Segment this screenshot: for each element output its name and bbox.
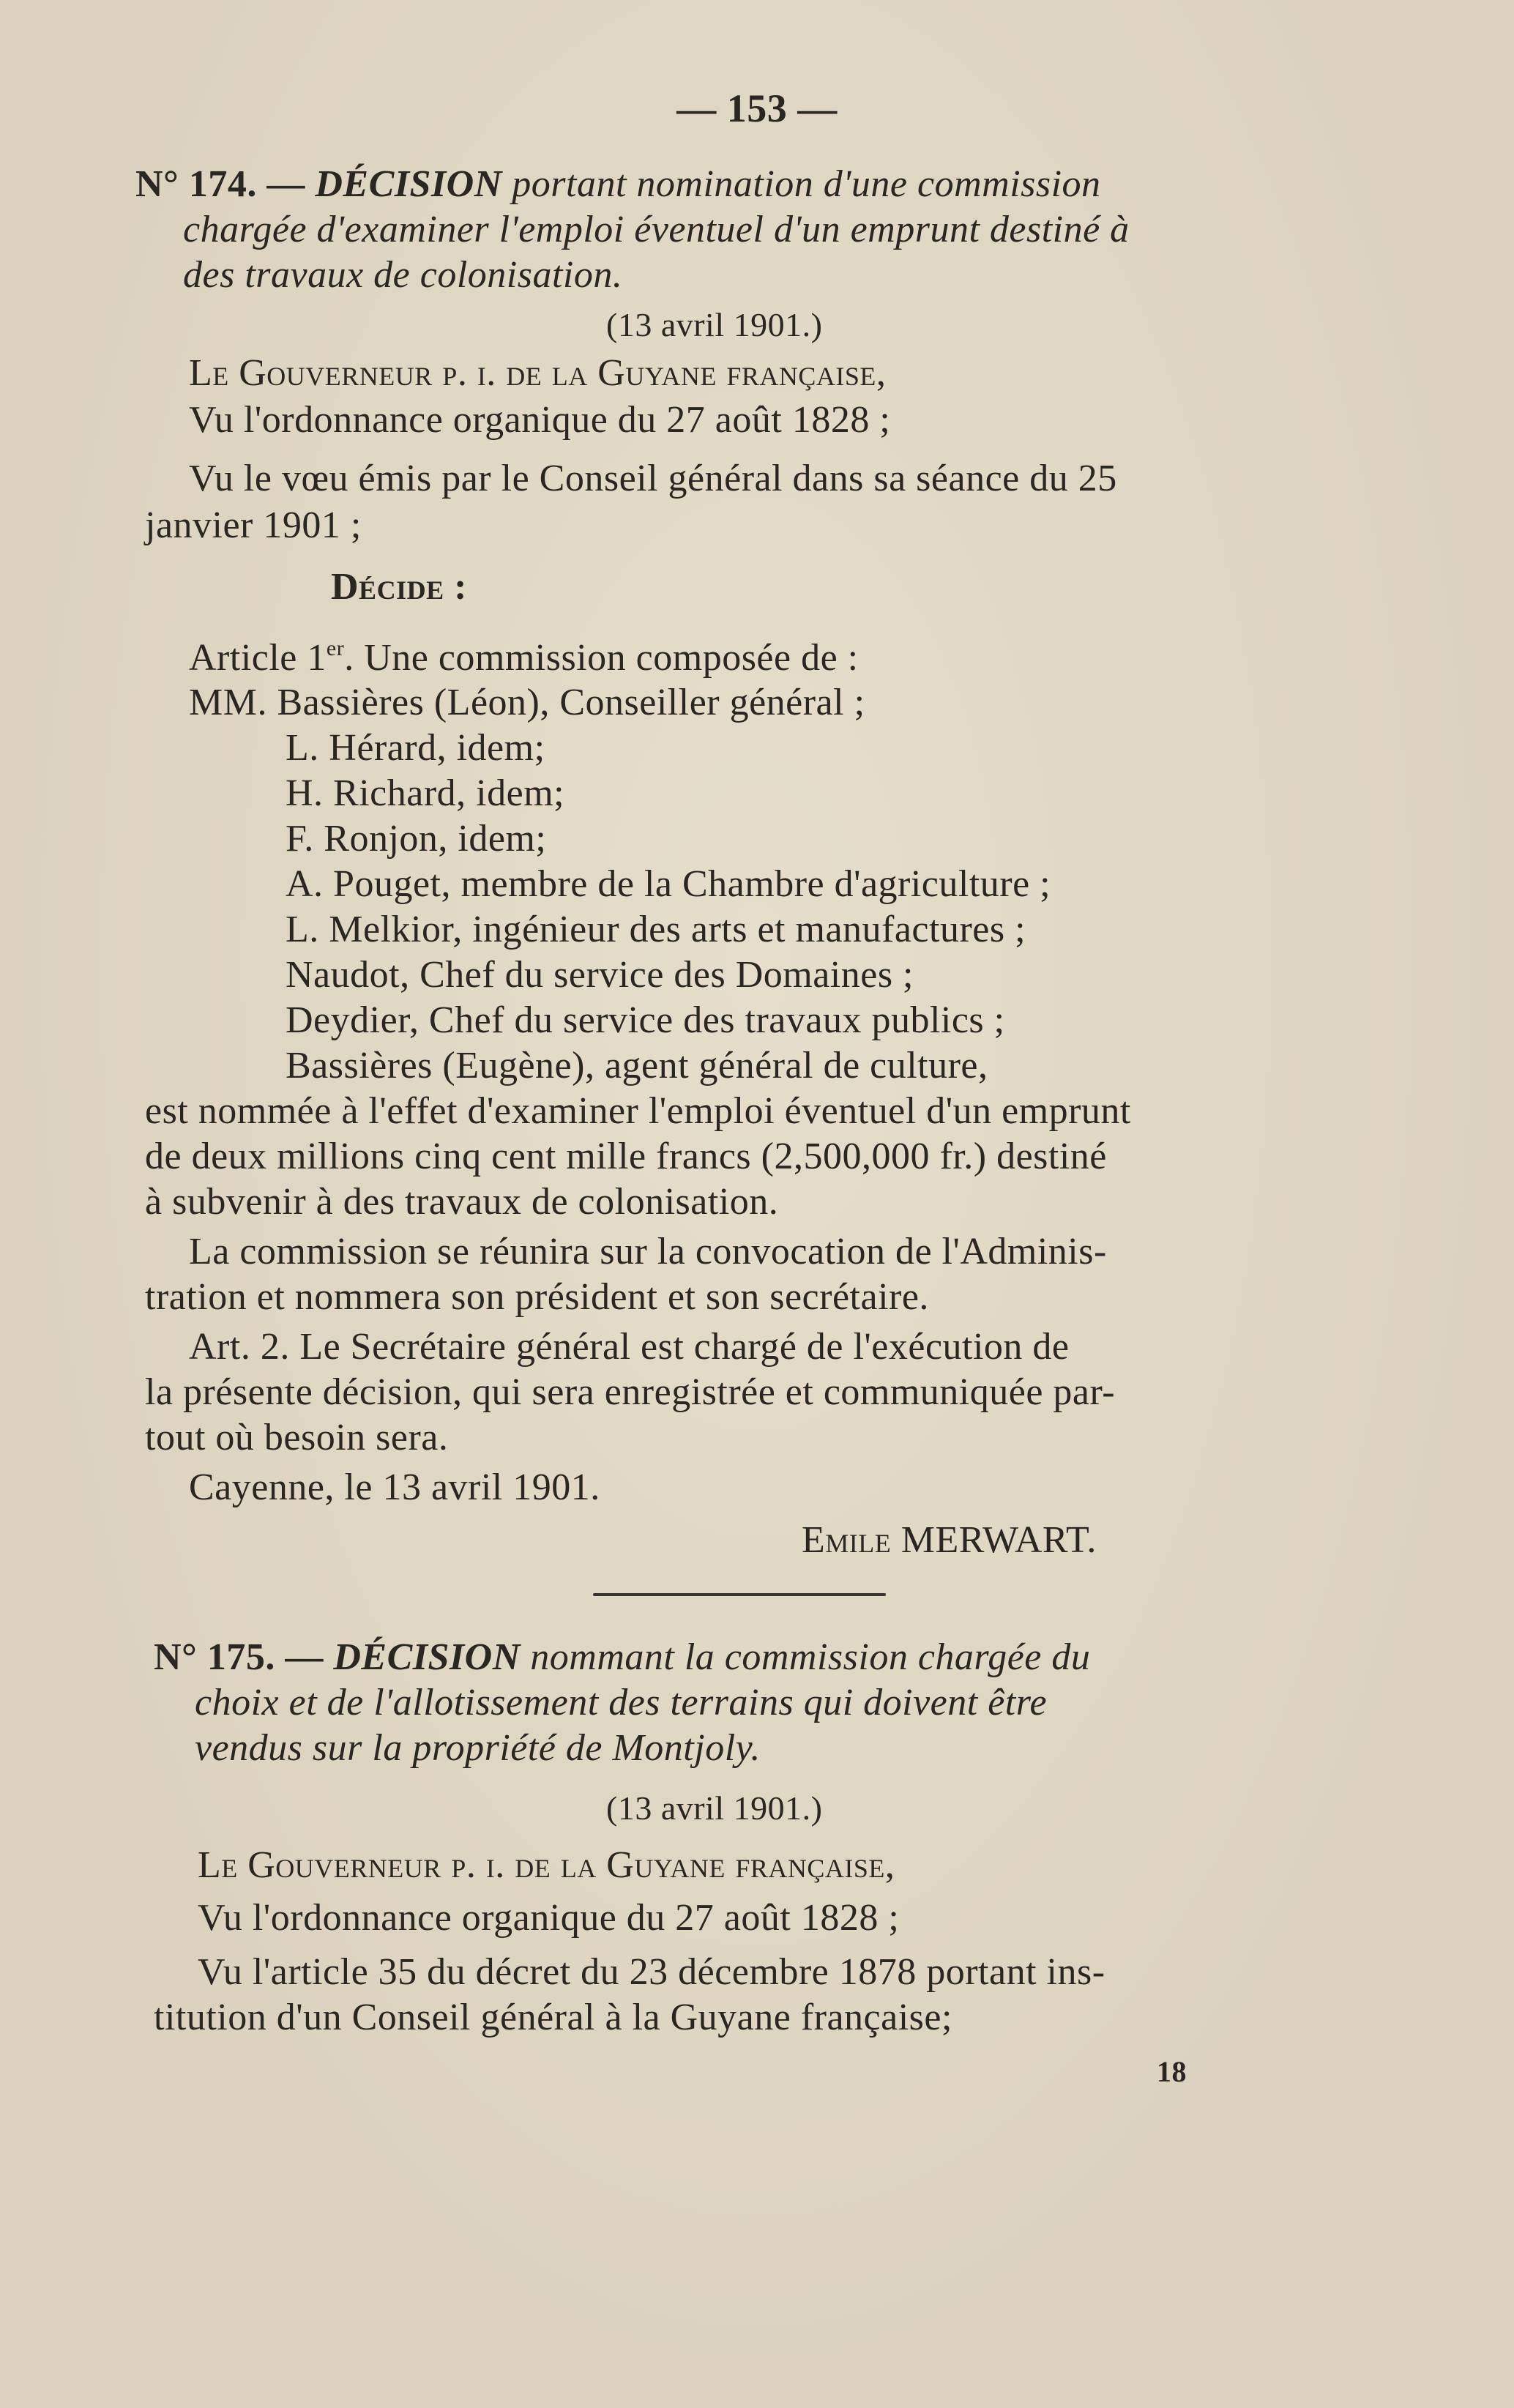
decision-175-vu-2b: titution d'un Conseil général à la Guyane française; — [154, 1997, 952, 2038]
decision-174-body-1: est nommée à l'effet d'examiner l'emploi éventuel d'un emprunt — [145, 1090, 1131, 1132]
decision-174-heading-line-1 — [135, 163, 1101, 206]
article-1-sup: er — [326, 636, 345, 660]
decision-174-art2-2: la présente décision, qui sera enregistrée et communiquée par- — [145, 1371, 1116, 1413]
decision-174-number: N° 174. — — [135, 163, 305, 205]
decision-175-gouverneur: Le Gouverneur p. i. de la Guyane française, — [198, 1844, 895, 1886]
member-line: H. Richard, idem; — [286, 772, 565, 814]
member-line: Bassières (Eugène), agent général de culture, — [286, 1045, 988, 1086]
signature-mark: 18 — [1157, 2055, 1187, 2088]
decision-174-article-1 — [189, 627, 859, 680]
decision-174-gouverneur: Le Gouverneur p. i. de la Guyane française, — [189, 352, 887, 394]
decision-174-body-3: à subvenir à des travaux de colonisation. — [145, 1181, 779, 1223]
decision-174-place-date: Cayenne, le 13 avril 1901. — [189, 1466, 600, 1508]
article-1-prefix: Article 1 — [189, 637, 327, 679]
decision-174-date: (13 avril 1901.) — [606, 306, 823, 343]
decision-174-heading-rest: portant nomination d'une commission — [512, 163, 1101, 205]
member-line: MM. Bassières (Léon), Conseiller général ; — [189, 682, 865, 723]
decision-174-body-2: de deux millions cinq cent mille francs (2,500,000 fr.) destiné — [145, 1136, 1107, 1177]
decision-175-heading-line-2: choix et de l'allotissement des terrains qui doivent être — [195, 1682, 1048, 1723]
decision-174-vu-2a: Vu le vœu émis par le Conseil général dans sa séance du 25 — [189, 458, 1117, 499]
decision-175-vu-1: Vu l'ordonnance organique du 27 août 1828 ; — [198, 1897, 900, 1939]
member-line: F. Ronjon, idem; — [286, 818, 547, 860]
decision-174-heading-line-2: chargée d'examiner l'emploi éventuel d'un emprunt destiné à — [183, 209, 1130, 250]
decision-175-heading-rest: nommant la commission chargée du — [530, 1636, 1091, 1678]
decision-174-vu-1: Vu l'ordonnance organique du 27 août 1828 ; — [189, 399, 891, 441]
decision-174-art2-3: tout où besoin sera. — [145, 1417, 449, 1458]
decision-174-art2-1: Art. 2. Le Secrétaire général est chargé de l'exécution de — [189, 1326, 1070, 1368]
decision-175-number: N° 175. — — [154, 1636, 324, 1678]
page-number: — 153 — — [676, 86, 838, 130]
member-line: A. Pouget, membre de la Chambre d'agriculture ; — [286, 863, 1051, 905]
decision-175-vu-2a: Vu l'article 35 du décret du 23 décembre 1878 portant ins- — [198, 1951, 1105, 1993]
member-line: L. Hérard, idem; — [286, 727, 545, 769]
member-line: Naudot, Chef du service des Domaines ; — [286, 954, 914, 996]
article-1-text: . Une commission composée de : — [344, 637, 859, 679]
member-line: Deydier, Chef du service des travaux publics ; — [286, 999, 1005, 1041]
section-divider — [593, 1593, 886, 1596]
decision-174-signature: Emile MERWART. — [802, 1519, 1097, 1561]
decision-174-vu-2b: janvier 1901 ; — [145, 504, 362, 546]
decision-174-title: DÉCISION — [315, 163, 502, 205]
decision-175-date: (13 avril 1901.) — [606, 1789, 823, 1827]
decision-174-heading-line-3: des travaux de colonisation. — [183, 254, 623, 296]
member-line: L. Melkior, ingénieur des arts et manufactures ; — [286, 909, 1026, 950]
decision-175-heading-line-3: vendus sur la propriété de Montjoly. — [195, 1727, 761, 1769]
decision-175-heading-line-1 — [154, 1636, 1090, 1680]
decision-175-title: DÉCISION — [333, 1636, 521, 1678]
decision-174-decide: Décide : — [331, 566, 467, 608]
decision-174-body-4: La commission se réunira sur la convocation de l'Adminis- — [189, 1231, 1107, 1272]
decision-174-body-5: tration et nommera son président et son secrétaire. — [145, 1276, 929, 1318]
